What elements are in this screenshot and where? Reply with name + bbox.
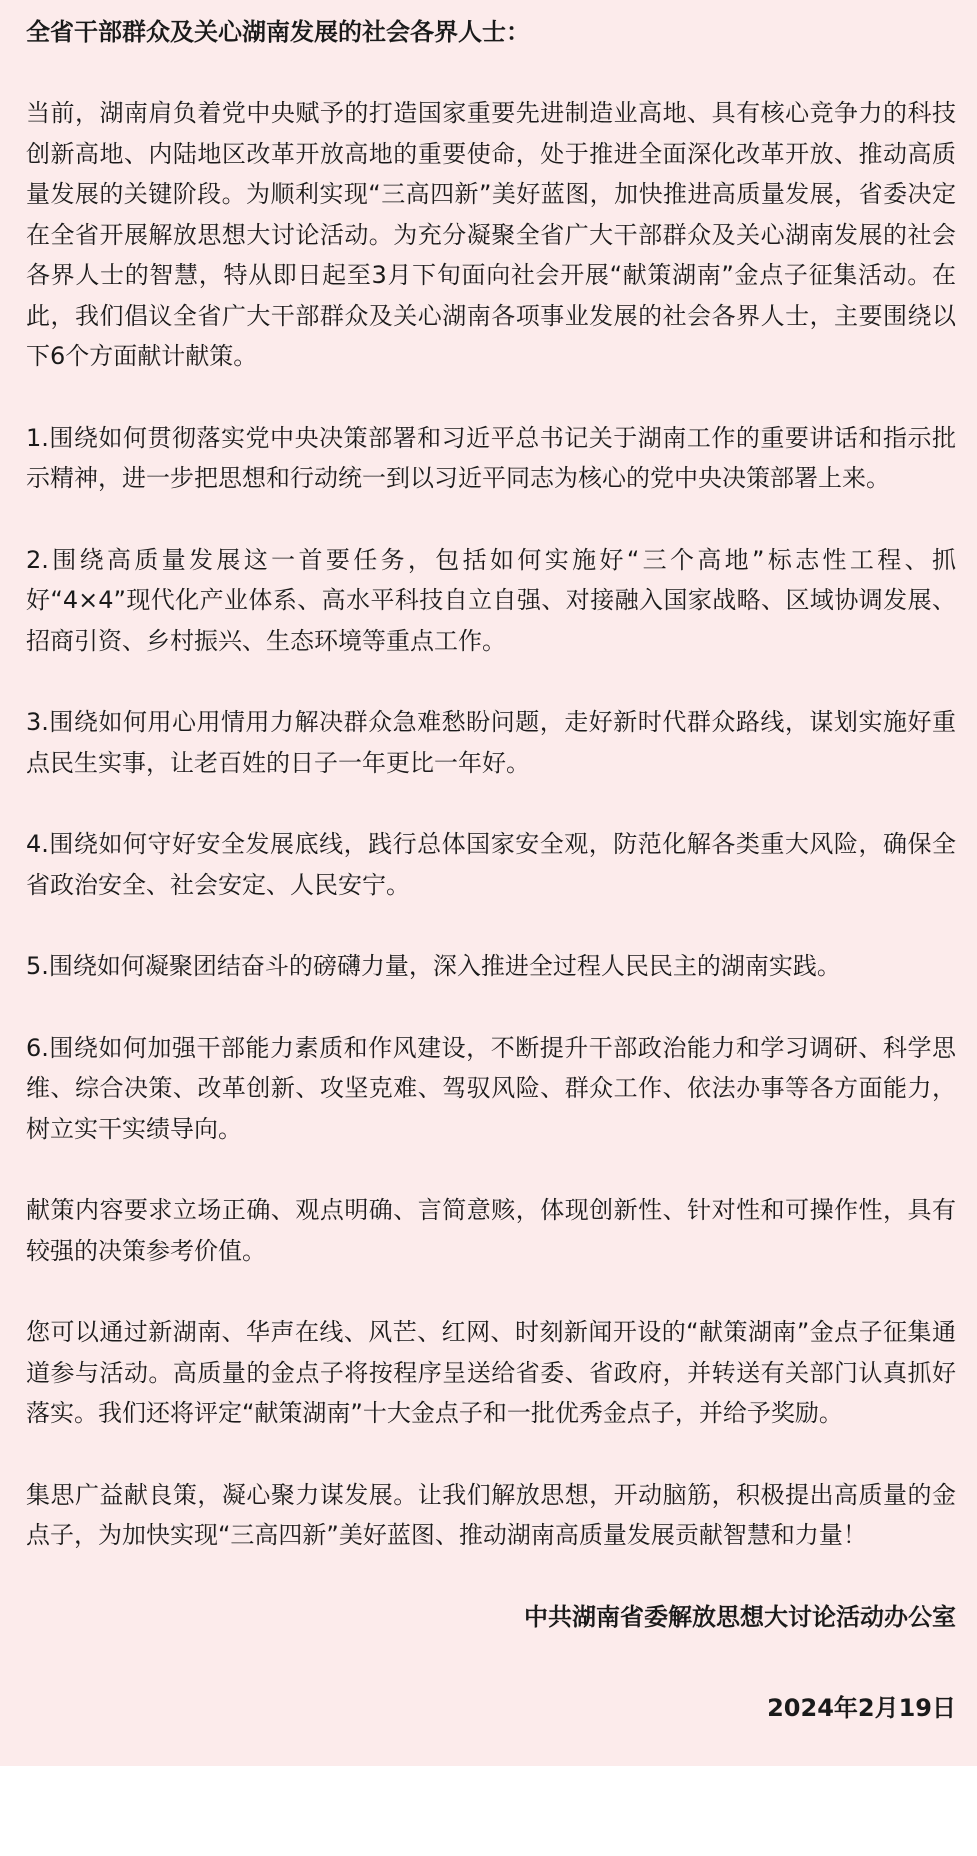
point-1-paragraph: 1.围绕如何贯彻落实党中央决策部署和习近平总书记关于湖南工作的重要讲话和指示批示精神，进一步把思想和行动统一到以习近平同志为核心的党中央决策部署上来。	[26, 423, 956, 492]
point-5-paragraph: 5.围绕如何凝聚团结奋斗的磅礴力量，深入推进全过程人民民主的湖南实践。	[26, 952, 841, 980]
intro-paragraph: 当前，湖南肩负着党中央赋予的打造国家重要先进制造业高地、具有核心竞争力的科技创新高地、内陆地区改革开放高地的重要使命，处于推进全面深化改革开放、推动高质量发展的关键阶段。为顺利实现“三高四新”美好蓝图，加快推进高质量发展，省委决定在全省开展解放思想大讨论活动。为充分凝聚全省广大干部群众及关心湖南发展的社会各界人士的智慧，特从即日起至3月下旬面向社会开展“献策湖南”金点子征集活动。在此，我们倡议全省广大干部群众及关心湖南各项事业发展的社会各界人士，主要围绕以下6个方面献计献策。	[26, 99, 956, 370]
point-4-paragraph: 4.围绕如何守好安全发展底线，践行总体国家安全观，防范化解各类重大风险，确保全省政治安全、社会安定、人民安宁。	[26, 830, 956, 899]
point-3-paragraph: 3.围绕如何用心用情用力解决群众急难愁盼问题，走好新时代群众路线，谋划实施好重点民生实事，让老百姓的日子一年更比一年好。	[26, 708, 956, 777]
point-6-paragraph: 6.围绕如何加强干部能力素质和作风建设，不断提升干部政治能力和学习调研、科学思维、综合决策、改革创新、攻坚克难、驾驭风险、群众工作、依法办事等各方面能力，树立实干实绩导向。	[26, 1033, 956, 1143]
channels-paragraph: 您可以通过新湖南、华声在线、风芒、红网、时刻新闻开设的“献策湖南”金点子征集通道参与活动。高质量的金点子将按程序呈送给省委、省政府，并转送有关部门认真抓好落实。我们还将评定“献策湖南”十大金点子和一批优秀金点子，并给予奖励。	[26, 1318, 956, 1427]
requirements-paragraph: 献策内容要求立场正确、观点明确、言简意赅，体现创新性、针对性和可操作性，具有较强的决策参考价值。	[26, 1196, 956, 1265]
letter-greeting: 全省干部群众及关心湖南发展的社会各界人士：	[26, 18, 530, 46]
letter-date: 2024年2月19日	[767, 1693, 956, 1722]
letter-signature: 中共湖南省委解放思想大讨论活动办公室	[524, 1602, 956, 1631]
closing-paragraph: 集思广益献良策，凝心聚力谋发展。让我们解放思想，开动脑筋，积极提出高质量的金点子，为加快实现“三高四新”美好蓝图、推动湖南高质量发展贡献智慧和力量！	[26, 1480, 956, 1549]
point-2-paragraph: 2.围绕高质量发展这一首要任务，包括如何实施好“三个高地”标志性工程、抓好“4×4”现代化产业体系、高水平科技自立自强、对接融入国家战略、区域协调发展、招商引资、乡村振兴、生态环境等重点工作。	[26, 545, 956, 655]
